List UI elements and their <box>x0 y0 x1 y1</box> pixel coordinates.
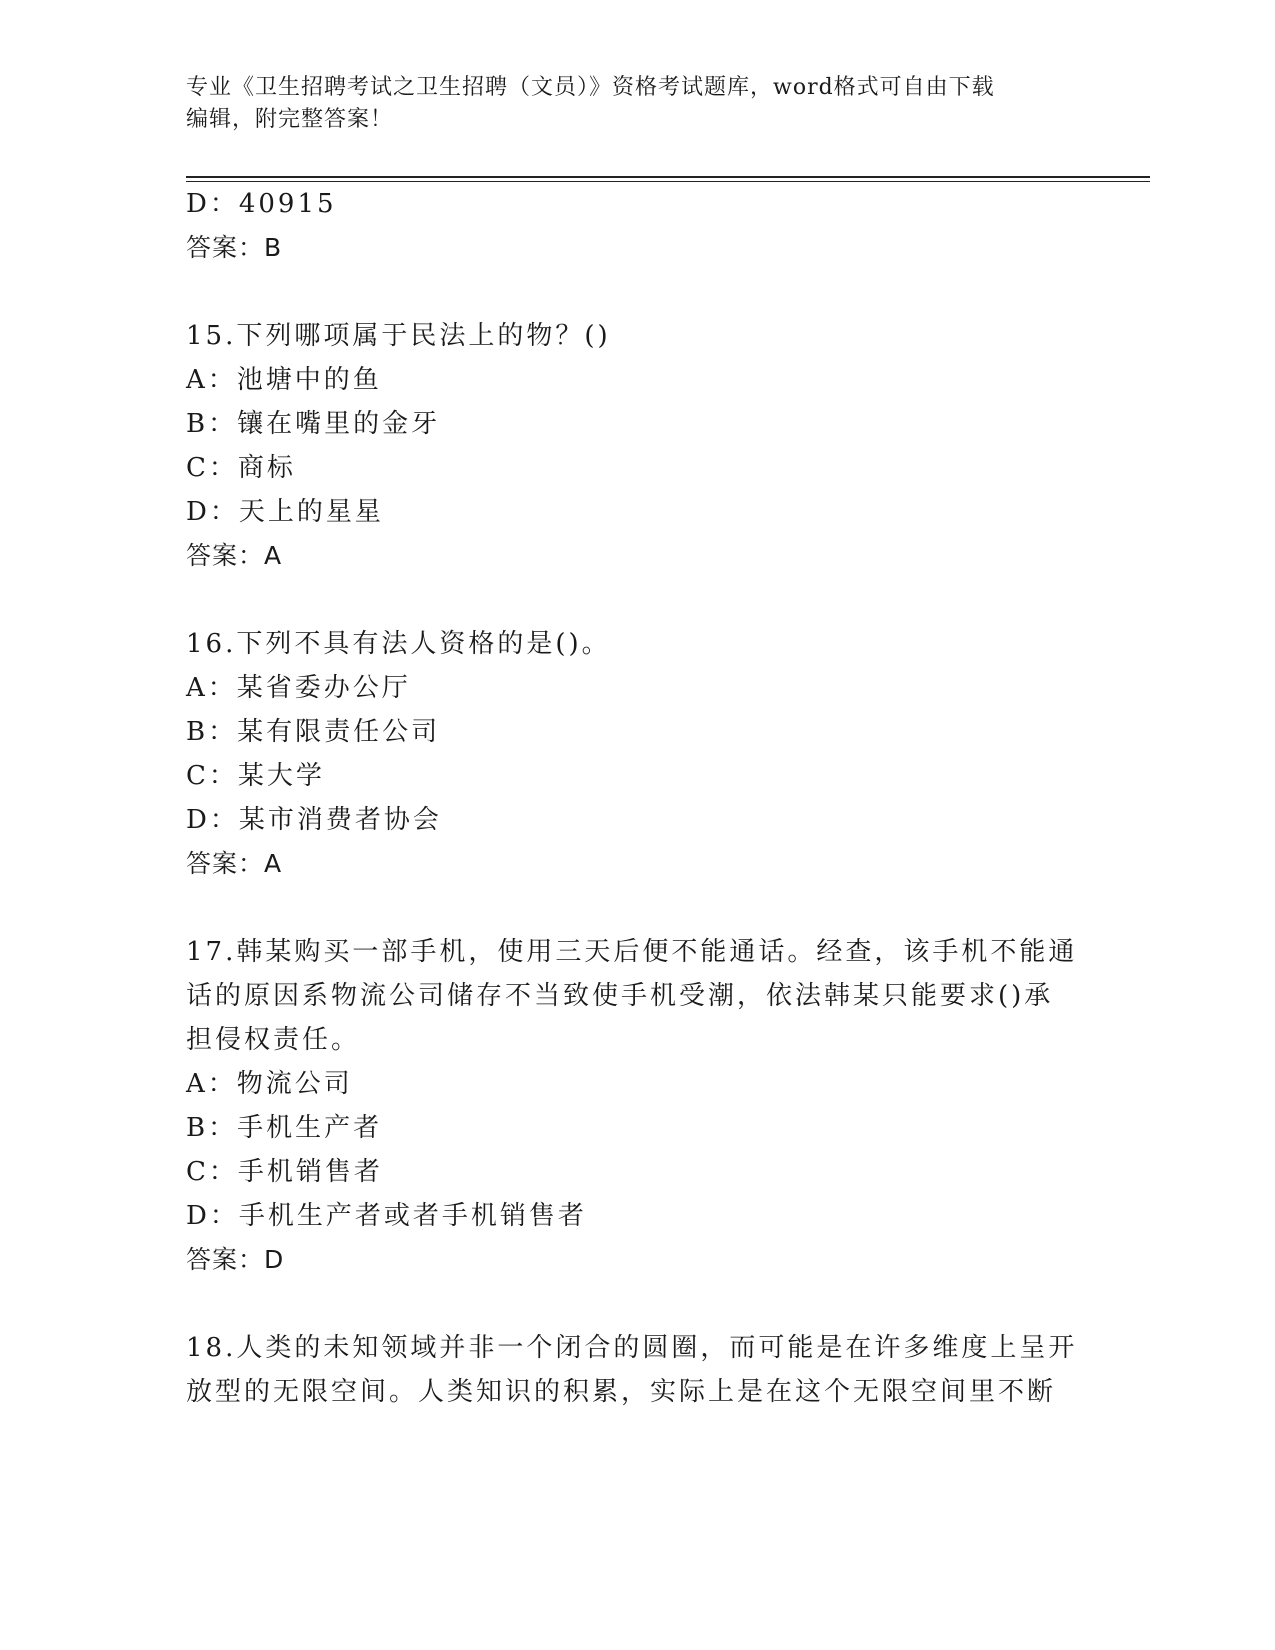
option-d: D：天上的星星 <box>186 497 384 527</box>
question-stem-line-1: 18.人类的未知领域并非一个闭合的圆圈，而可能是在许多维度上呈开 <box>186 1333 1078 1363</box>
option-a: A：池塘中的鱼 <box>186 365 382 395</box>
option-c: C：某大学 <box>186 761 325 791</box>
answer: 答案：D <box>186 1245 285 1274</box>
question-stem-line-1: 17.韩某购买一部手机，使用三天后便不能通话。经查，该手机不能通 <box>186 937 1078 967</box>
question-stem-line-2: 话的原因系物流公司储存不当致使手机受潮，依法韩某只能要求()承 <box>186 981 1054 1011</box>
question-stem-line-3: 担侵权责任。 <box>186 1025 361 1055</box>
header-line-1: 专业《卫生招聘考试之卫生招聘（文员）》资格考试题库，word格式可自由下载 <box>186 75 995 100</box>
option-b: B：手机生产者 <box>186 1113 383 1143</box>
option-b: B：某有限责任公司 <box>186 717 441 747</box>
question-stem: 16.下列不具有法人资格的是()。 <box>186 629 611 659</box>
option-a: A：某省委办公厅 <box>186 673 411 703</box>
option-c: C：商标 <box>186 453 296 483</box>
prev-answer: 答案：B <box>186 233 283 262</box>
option-d: D：某市消费者协会 <box>186 805 442 835</box>
option-a: A：物流公司 <box>186 1069 353 1099</box>
header-text <box>186 72 1086 136</box>
header-rule-thick <box>186 176 1150 178</box>
option-c: C：手机销售者 <box>186 1157 383 1187</box>
answer: 答案：A <box>186 541 283 570</box>
question-stem: 15.下列哪项属于民法上的物？() <box>186 321 611 351</box>
header-line-2: 编辑，附完整答案！ <box>186 107 394 132</box>
option-d: D：手机生产者或者手机销售者 <box>186 1201 587 1231</box>
answer: 答案：A <box>186 849 283 878</box>
prev-option-d: D：40915 <box>186 189 337 219</box>
question-stem-line-2: 放型的无限空间。人类知识的积累，实际上是在这个无限空间里不断 <box>186 1377 1057 1407</box>
header-rule-thin <box>186 181 1150 182</box>
option-b: B：镶在嘴里的金牙 <box>186 409 441 439</box>
